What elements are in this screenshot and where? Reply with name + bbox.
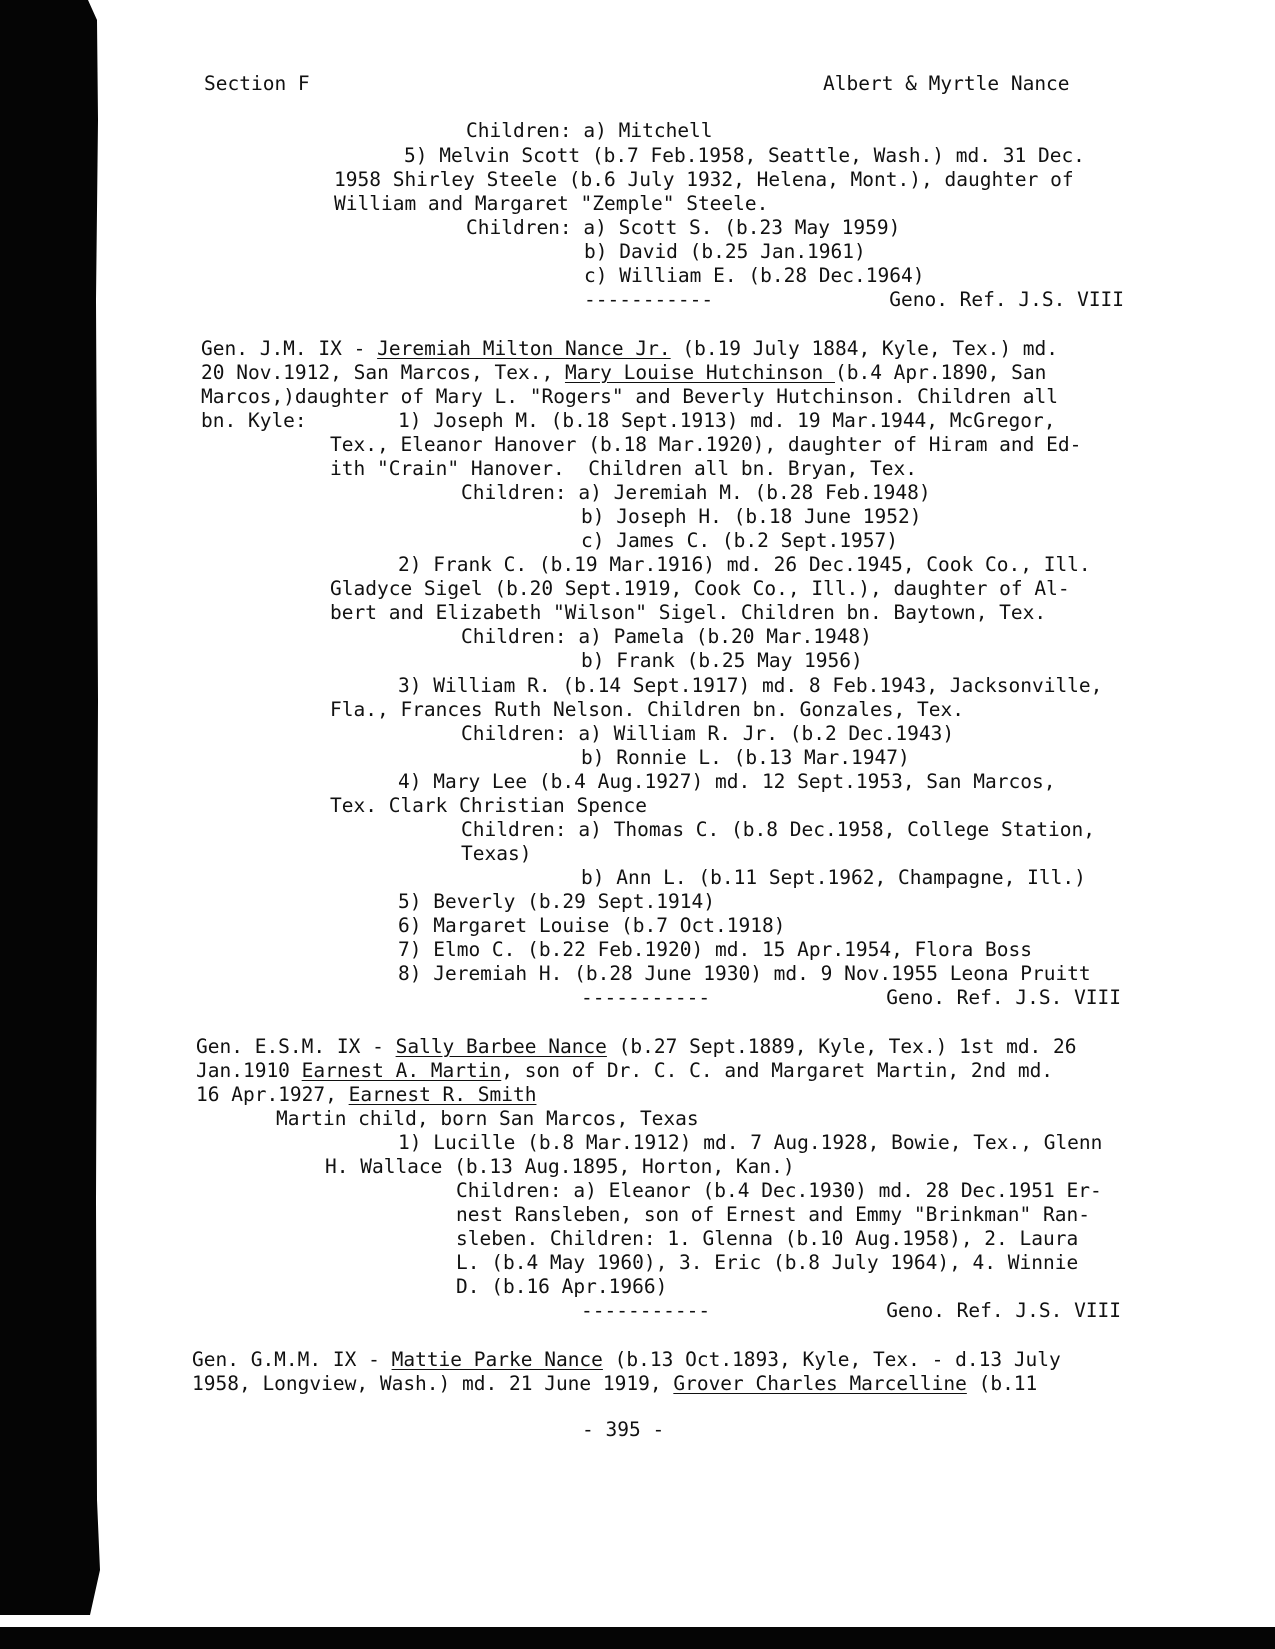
- text-segment: Children: a) Thomas C. (b.8 Dec.1958, College Station,: [461, 818, 1095, 841]
- text-line: [456, 1203, 1090, 1227]
- text-segment: ----------- Geno. Ref. J.S. VIII: [581, 986, 1122, 1009]
- text-segment: ----------- Geno. Ref. J.S. VIII: [584, 288, 1125, 311]
- text-line: [330, 577, 1070, 601]
- text-segment: 5) Beverly (b.29 Sept.1914): [398, 890, 715, 913]
- underlined-name: Mary Louise Hutchinson: [564, 361, 835, 384]
- text-segment: 8) Jeremiah H. (b.28 June 1930) md. 9 Nov.1955 Leona Pruitt: [398, 962, 1091, 985]
- text-line: [456, 1251, 1078, 1275]
- text-segment: Children: a) Eleanor (b.4 Dec.1930) md. 28 Dec.1951 Er-: [456, 1179, 1102, 1202]
- text-line: [398, 938, 1032, 962]
- text-segment: (b.19 July 1884, Kyle, Tex.) md.: [670, 337, 1059, 360]
- text-line: [456, 1179, 1102, 1203]
- text-line: [398, 890, 715, 914]
- text-line: [581, 986, 1121, 1010]
- text-line: [192, 1372, 1037, 1396]
- text-line: [196, 1059, 1053, 1083]
- text-line: [201, 385, 1058, 409]
- text-line: [466, 119, 713, 143]
- text-line: [398, 914, 785, 938]
- underlined-name: Jeremiah Milton Nance Jr.: [377, 337, 671, 360]
- text-segment: D. (b.16 Apr.1966): [456, 1275, 668, 1298]
- text-line: [466, 216, 900, 240]
- text-segment: 1) Joseph M. (b.18 Sept.1913) md. 19 Mar.1944, McGregor,: [398, 409, 1056, 432]
- family-heading: Albert & Myrtle Nance: [823, 72, 1070, 95]
- text-line: [461, 625, 872, 649]
- text-line: [330, 433, 1081, 457]
- text-line: [581, 649, 863, 673]
- text-line: [330, 601, 1046, 625]
- text-segment: (b.11: [966, 1372, 1038, 1395]
- text-segment: c) William E. (b.28 Dec.1964): [584, 264, 925, 287]
- binding-shadow: [0, 0, 100, 1615]
- text-segment: Children: a) Scott S. (b.23 May 1959): [466, 216, 901, 239]
- text-segment: L. (b.4 May 1960), 3. Eric (b.8 July 1964), 4. Winnie: [456, 1251, 1079, 1274]
- underlined-name: Earnest A. Martin: [301, 1059, 502, 1082]
- underlined-name: Mattie Parke Nance: [391, 1348, 603, 1371]
- text-segment: 2) Frank C. (b.19 Mar.1916) md. 26 Dec.1945, Cook Co., Ill.: [398, 553, 1091, 576]
- text-segment: Gen. G.M.M. IX -: [192, 1348, 392, 1371]
- text-line: [404, 144, 1085, 168]
- text-line: [581, 529, 898, 553]
- text-line: [461, 842, 531, 866]
- text-line: [398, 1131, 1102, 1155]
- text-line: [398, 674, 1102, 698]
- text-segment: b) Joseph H. (b.18 June 1952): [581, 505, 922, 528]
- text-segment: 20 Nov.1912, San Marcos, Tex.,: [201, 361, 565, 384]
- underlined-name: Grover Charles Marcelline: [673, 1372, 967, 1395]
- text-line: [461, 722, 954, 746]
- text-segment: 1958, Longview, Wash.) md. 21 June 1919,: [192, 1372, 674, 1395]
- text-segment: 6) Margaret Louise (b.7 Oct.1918): [398, 914, 786, 937]
- page-bottom-edge: [0, 1627, 1275, 1649]
- text-segment: (b.27 Sept.1889, Kyle, Tex.) 1st md. 26: [606, 1035, 1077, 1058]
- text-segment: 16 Apr.1927,: [196, 1083, 349, 1106]
- text-segment: nest Ransleben, son of Ernest and Emmy "Brinkman" Ran-: [456, 1203, 1090, 1226]
- text-line: [398, 409, 1055, 433]
- text-line: [330, 794, 647, 818]
- text-segment: , son of Dr. C. C. and Margaret Martin, 2nd md.: [501, 1059, 1054, 1082]
- section-label: Section F: [204, 72, 310, 95]
- text-segment: Fla., Frances Ruth Nelson. Children bn. Gonzales, Tex.: [330, 698, 964, 721]
- text-segment: Jan.1910: [196, 1059, 302, 1082]
- text-segment: (b.13 Oct.1893, Kyle, Tex. - d.13 July: [602, 1348, 1061, 1371]
- text-line: [584, 288, 1124, 312]
- text-line: [325, 1155, 795, 1179]
- text-line: [334, 192, 768, 216]
- text-segment: Children: a) Jeremiah M. (b.28 Feb.1948): [461, 481, 931, 504]
- underlined-name: Sally Barbee Nance: [395, 1035, 607, 1058]
- text-line: [581, 1299, 1121, 1323]
- text-line: [196, 1035, 1077, 1059]
- text-line: [330, 457, 917, 481]
- text-segment: Tex. Clark Christian Spence: [330, 794, 647, 817]
- underlined-name: Earnest R. Smith: [348, 1083, 537, 1106]
- text-segment: c) James C. (b.2 Sept.1957): [581, 529, 898, 552]
- text-segment: 1) Lucille (b.8 Mar.1912) md. 7 Aug.1928, Bowie, Tex., Glenn: [398, 1131, 1103, 1154]
- text-line: [201, 361, 1046, 385]
- text-line: [584, 264, 924, 288]
- text-segment: Gen. J.M. IX -: [201, 337, 378, 360]
- text-segment: Children: a) William R. Jr. (b.2 Dec.1943): [461, 722, 955, 745]
- text-line: [334, 168, 1074, 192]
- text-line: [330, 698, 964, 722]
- text-line: [196, 1083, 536, 1107]
- text-segment: Martin child, born San Marcos, Texas: [276, 1107, 699, 1130]
- text-line: [201, 409, 307, 433]
- text-line: [398, 553, 1091, 577]
- text-segment: Texas): [461, 842, 532, 865]
- text-line: [276, 1107, 699, 1131]
- text-segment: ith "Crain" Hanover. Children all bn. Bryan, Tex.: [330, 457, 917, 480]
- text-line: [461, 818, 1095, 842]
- text-segment: William and Margaret "Zemple" Steele.: [334, 192, 769, 215]
- text-line: [398, 962, 1091, 986]
- text-line: [201, 337, 1058, 361]
- text-line: [581, 505, 921, 529]
- text-line: [581, 746, 910, 770]
- text-segment: Marcos,)daughter of Mary L. "Rogers" and Beverly Hutchinson. Children all: [201, 385, 1059, 408]
- text-segment: b) David (b.25 Jan.1961): [584, 240, 866, 263]
- text-segment: 7) Elmo C. (b.22 Feb.1920) md. 15 Apr.1954, Flora Boss: [398, 938, 1032, 961]
- text-segment: Children: a) Pamela (b.20 Mar.1948): [461, 625, 872, 648]
- text-segment: Gladyce Sigel (b.20 Sept.1919, Cook Co., Ill.), daughter of Al-: [330, 577, 1070, 600]
- text-segment: bn. Kyle:: [201, 409, 307, 432]
- text-line: [461, 481, 931, 505]
- page-number: - 395 -: [582, 1418, 665, 1441]
- text-line: [456, 1275, 667, 1299]
- text-line: [456, 1227, 1078, 1251]
- text-segment: Tex., Eleanor Hanover (b.18 Mar.1920), daughter of Hiram and Ed-: [330, 433, 1082, 456]
- text-segment: (b.4 Apr.1890, San: [834, 361, 1047, 384]
- text-line: [192, 1348, 1061, 1372]
- text-segment: 4) Mary Lee (b.4 Aug.1927) md. 12 Sept.1953, San Marcos,: [398, 770, 1056, 793]
- text-line: [398, 770, 1055, 794]
- text-segment: H. Wallace (b.13 Aug.1895, Horton, Kan.): [325, 1155, 795, 1178]
- text-line: [584, 240, 866, 264]
- text-segment: Gen. E.S.M. IX -: [196, 1035, 396, 1058]
- text-segment: b) Ronnie L. (b.13 Mar.1947): [581, 746, 910, 769]
- text-line: [581, 866, 1086, 890]
- text-segment: ----------- Geno. Ref. J.S. VIII: [581, 1299, 1122, 1322]
- text-segment: Children: a) Mitchell: [466, 119, 713, 142]
- text-segment: 3) William R. (b.14 Sept.1917) md. 8 Feb.1943, Jacksonville,: [398, 674, 1103, 697]
- text-segment: b) Ann L. (b.11 Sept.1962, Champagne, Ill.): [581, 866, 1086, 889]
- text-segment: bert and Elizabeth "Wilson" Sigel. Children bn. Baytown, Tex.: [330, 601, 1047, 624]
- text-segment: b) Frank (b.25 May 1956): [581, 649, 863, 672]
- text-segment: 5) Melvin Scott (b.7 Feb.1958, Seattle, Wash.) md. 31 Dec.: [404, 144, 1085, 167]
- text-segment: 1958 Shirley Steele (b.6 July 1932, Helena, Mont.), daughter of: [334, 168, 1074, 191]
- text-segment: sleben. Children: 1. Glenna (b.10 Aug.1958), 2. Laura: [456, 1227, 1079, 1250]
